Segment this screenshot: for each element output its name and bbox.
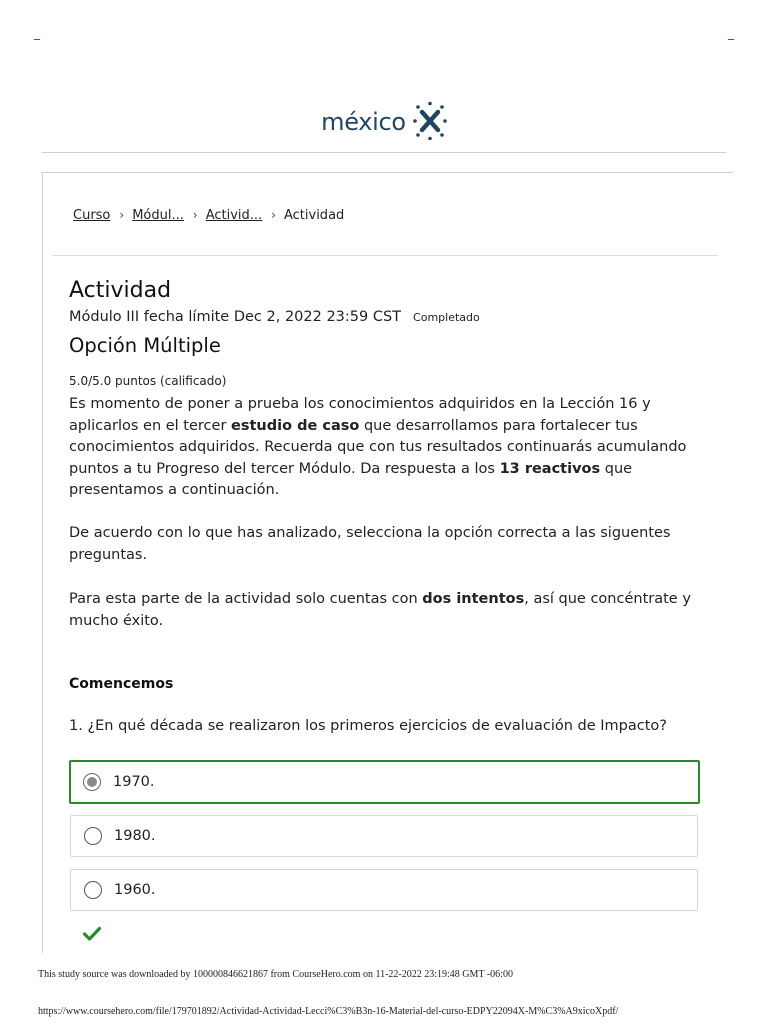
intro-text: Para esta parte de la actividad solo cuentas con (69, 591, 423, 607)
question-text: 1. ¿En qué década se realizaron los primeros ejercicios de evaluación de Impacto? (69, 718, 667, 734)
intro-paragraph-2: De acuerdo con lo que has analizado, selecciona la opción correcta a las siguentes preguntas. (69, 525, 671, 563)
option-label: 1980. (114, 828, 156, 844)
checkmark-icon (82, 925, 102, 947)
page-title: Actividad (69, 278, 172, 303)
breadcrumb-current: Actividad (283, 208, 345, 223)
mexicox-logo-icon (413, 100, 447, 144)
header-divider (42, 152, 726, 153)
source-url[interactable]: https://www.coursehero.com/file/179701892/Actividad-Actividad-Lecci%C3%B3n-16-Material-del-curso-EDPY22094X-M%C3%A9xicoXpdf/ (38, 1006, 619, 1017)
option-label: 1970. (113, 774, 155, 790)
radio-button-selected[interactable] (83, 773, 101, 791)
intro-text: , así que concéntrate y mucho éxito. (69, 591, 691, 629)
breadcrumb-link-curso[interactable]: Curso (73, 208, 111, 223)
answer-option-1970[interactable] (69, 760, 700, 804)
breadcrumb (73, 208, 344, 223)
radio-button[interactable] (84, 827, 102, 845)
site-logo[interactable] (0, 100, 768, 144)
radio-button[interactable] (84, 881, 102, 899)
answer-option-1960[interactable] (70, 869, 698, 911)
chevron-right-icon: › (119, 208, 125, 222)
intro-emphasis: 13 reactivos (499, 460, 601, 477)
corner-mark-right: _ (728, 26, 734, 40)
completion-status: Completado (413, 311, 480, 324)
breadcrumb-divider (52, 255, 718, 256)
due-date-text: Módulo III fecha límite Dec 2, 2022 23:59 CST (69, 309, 402, 325)
option-label: 1960. (114, 882, 156, 898)
chevron-right-icon: › (192, 208, 198, 222)
intro-text: que presentamos a continuación. (69, 460, 633, 498)
points-score: 5.0/5.0 puntos (calificado) (69, 374, 227, 388)
radio-dot (87, 777, 97, 787)
download-notice: This study source was downloaded by 100000846621867 from CourseHero.com on 11-22-2022 23:19:48 GMT -06:00 (38, 969, 513, 980)
intro-paragraph-1 (69, 394, 709, 502)
corner-mark-left: _ (34, 26, 40, 40)
breadcrumb-link-actividad[interactable]: Activid... (205, 208, 263, 223)
logo-text: méxico (321, 108, 406, 136)
problem-title: Opción Múltiple (69, 334, 221, 357)
intro-text: Es momento de poner a prueba los conocimientos adquiridos en la Lección 16 y aplicarlos en el tercer (69, 396, 651, 434)
intro-text: que desarrollamos para fortalecer tus conocimientos adquiridos. Recuerda que con tus resultados continuarás acumulando puntos a tu Progreso del tercer Módulo. Da respuesta a los (69, 417, 687, 477)
breadcrumb-link-modulo[interactable]: Módul... (132, 208, 184, 223)
intro-emphasis: dos intentos (422, 591, 525, 607)
intro-emphasis: estudio de caso (231, 417, 360, 434)
due-date-line (69, 309, 480, 325)
answer-option-1980[interactable] (70, 815, 698, 857)
chevron-right-icon: › (271, 208, 276, 222)
section-heading: Comencemos (69, 676, 174, 692)
intro-paragraph-3 (69, 589, 709, 632)
